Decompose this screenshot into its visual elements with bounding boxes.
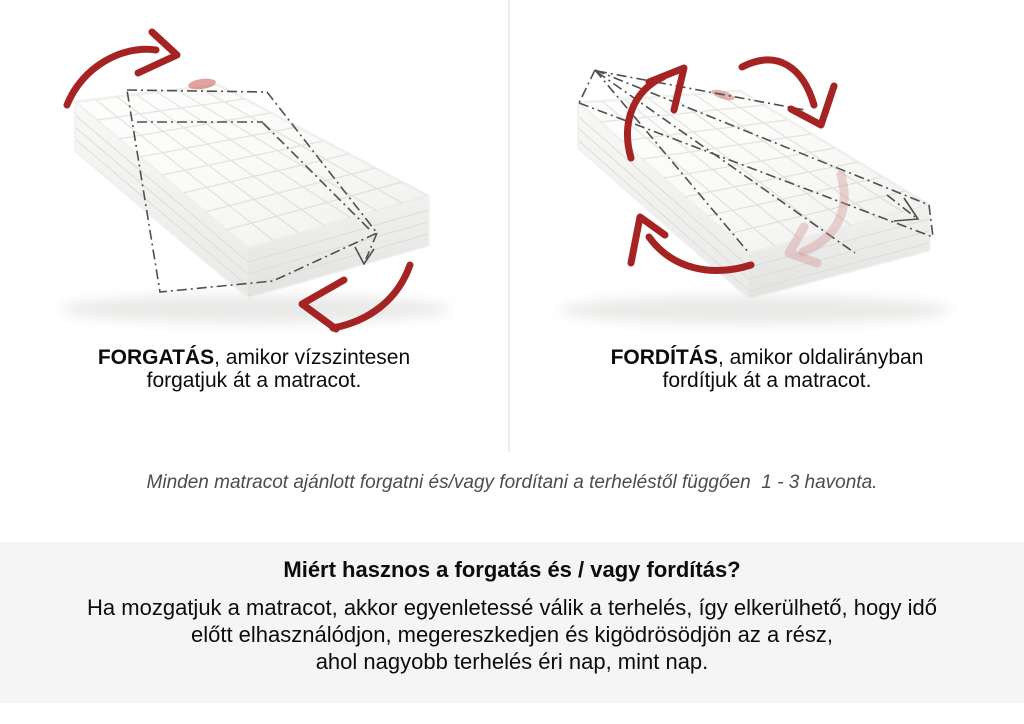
mattress-shadow: [560, 296, 950, 324]
mattress-photo: [60, 77, 450, 323]
flip-caption-rest: , amikor oldalirányban: [717, 346, 924, 369]
info-section: [0, 542, 1024, 703]
flip-caption: [510, 346, 1024, 392]
info-paragraph-line: Ha mozgatjuk a matracot, akkor egyenletessé válik a terhelés, így elkerülhető, hogy idő: [87, 595, 937, 620]
info-paragraph-line: ahol nagyobb terhelés éri nap, mint nap.: [315, 649, 709, 674]
rotation-caption-rest: , amikor vízszintesen: [214, 346, 411, 369]
info-paragraph: [0, 594, 1024, 675]
flip-illustration: [545, 25, 995, 335]
mattress-photo: [560, 87, 950, 324]
flip-term: FORDÍTÁS: [610, 346, 718, 369]
info-paragraph-line: előtt elhasználódjon, megereszkedjen és kigödrösödjön az a rész,: [190, 622, 834, 647]
rotation-illustration: [30, 25, 480, 335]
rotation-term: FORGATÁS: [97, 346, 215, 369]
recommendation-note: Minden matracot ajánlott forgatni és/vagy fordítani a terheléstől függően 1 - 3 havonta.: [146, 472, 878, 493]
rotation-caption-line2: forgatjuk át a matracot.: [146, 369, 362, 392]
info-heading: Miért hasznos a forgatás és / vagy fordítás?: [283, 557, 741, 582]
flip-caption-line2: fordítjuk át a matracot.: [662, 369, 872, 392]
rotation-caption: [0, 346, 508, 392]
